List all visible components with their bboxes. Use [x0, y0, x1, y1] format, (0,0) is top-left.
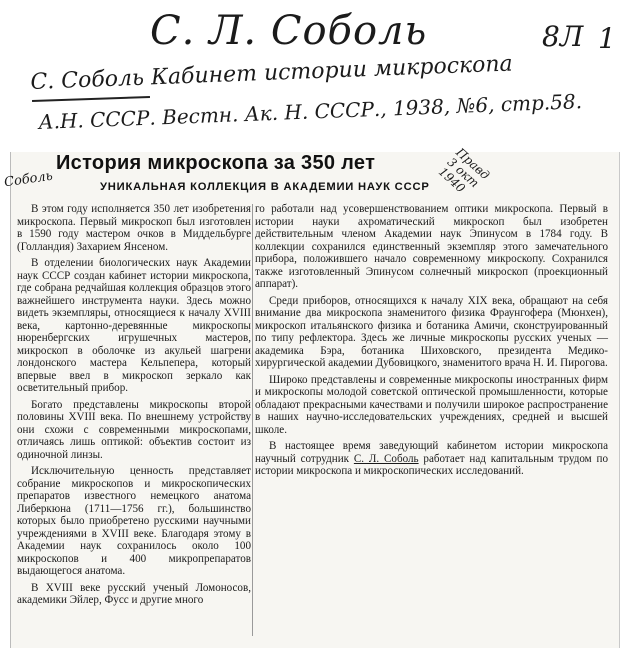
handwritten-margin-note: Соболь	[3, 168, 54, 191]
paragraph: В XVIII веке русский ученый Ломоносов, академики Эйлер, Фусс и другие много	[17, 581, 251, 606]
paragraph: В этом году исполняется 350 лет изобретения микроскопа. Первый микроскоп был изготовлен в 1590 году мастером очков в Миддельбурге (Голландия) Захарием Янсеном.	[17, 203, 251, 253]
paragraph-text: работает над капитальным трудом по истории микроскопа и микроскопических исследований.	[255, 452, 609, 477]
underlined-author-name: С. Л. Соболь	[353, 452, 419, 465]
paragraph: В отделении биологических наук Академии наук СССР создан кабинет истории микроскопа, где собрана редчайшая коллекция образцов этого важнейшего инструмента науки. Здесь можно видеть экземпляры, относящиеся к началу XVIII века, картонно-деревянные микроскопы нюренбергских игрушечных мастеров, микроскоп в оболочке из акульей шагрени лондонского мастера Кельпепера, который впервые ввел в микроскоп зеркало как осветительный прибор.	[17, 257, 251, 394]
handwritten-underline	[32, 96, 150, 102]
handwritten-side-note: Правд 3 окт 1940	[435, 145, 493, 196]
paragraph: го работали над усовершенствованием оптики микроскопа. Первый в истории науки ахроматический микроскоп был изобретен действительным членом Академии наук Эпинусом в 1784 году. В коллекции сохранился единственный экземпляр этого замечательного прибора, положившего начало современному микроскопу. Сохранился также изготовленный Эпинусом солнечный микроскоп (проекционный аппарат).	[255, 203, 608, 290]
paragraph: Исключительную ценность представляет собрание микроскопов и микроскопических препаратов известного немецкого анатома Либеркюна (1711—1756 гг.), большинство которых было приобретено русскими научными учреждениями в XVIII веке. Благодаря этому в Академии наук сохранилось около 100 микроскопов и 400 микропрепаратов выдающегося анатома.	[17, 465, 251, 577]
handwritten-citation-line2: А.Н. СССР. Вестн. Ак. Н. СССР., 1938, №6, стр.58.	[38, 89, 583, 134]
paragraph: Среди приборов, относящихся к началу XIX века, обращают на себя внимание два микроскопа знаменитого физика Фраунгофера (Мюнхен), микроскоп итальянского физика и ботаника Амичи, сконструированный по типу рефлектора. Здесь же личные микроскопы русских ученых — академика Бэра, ботаника Шиховского, президента Медико-хирургической академии Дубовицкого, знаменитого врача Н. И. Пирогова.	[255, 294, 608, 369]
paragraph: Богато представлены микроскопы второй половины XVIII века. По внешнему устройству они схожи с современными микроскопами, отличаясь лишь оптикой: объектив состоит из одиночной линзы.	[17, 398, 251, 461]
article-title: История микроскопа за 350 лет	[56, 152, 376, 174]
handwritten-number: 8Л	[542, 20, 584, 53]
article-subtitle: УНИКАЛЬНАЯ КОЛЛЕКЦИЯ В АКАДЕМИИ НАУК СССР	[100, 181, 430, 193]
article-column-right	[255, 203, 608, 482]
paragraph	[255, 440, 608, 478]
paragraph-text: В настоящее время заведующий кабинетом истории микроскопа научный сотрудник	[255, 440, 608, 465]
handwritten-author-name: С. Л. Соболь	[150, 8, 428, 54]
handwritten-citation-line1: С. Соболь Кабинет истории микроскопа	[30, 51, 514, 95]
column-divider	[252, 204, 253, 636]
article-column-left	[17, 203, 251, 611]
handwritten-index: 1	[598, 22, 616, 55]
paragraph: Широко представлены и современные микроскопы иностранных фирм и микроскопы молодой советской оптической промышленности, которые обладают прекрасными качествами и получили широкое распространение в наших научно-исследовательских учреждениях, средней и высшей школе.	[255, 373, 608, 436]
